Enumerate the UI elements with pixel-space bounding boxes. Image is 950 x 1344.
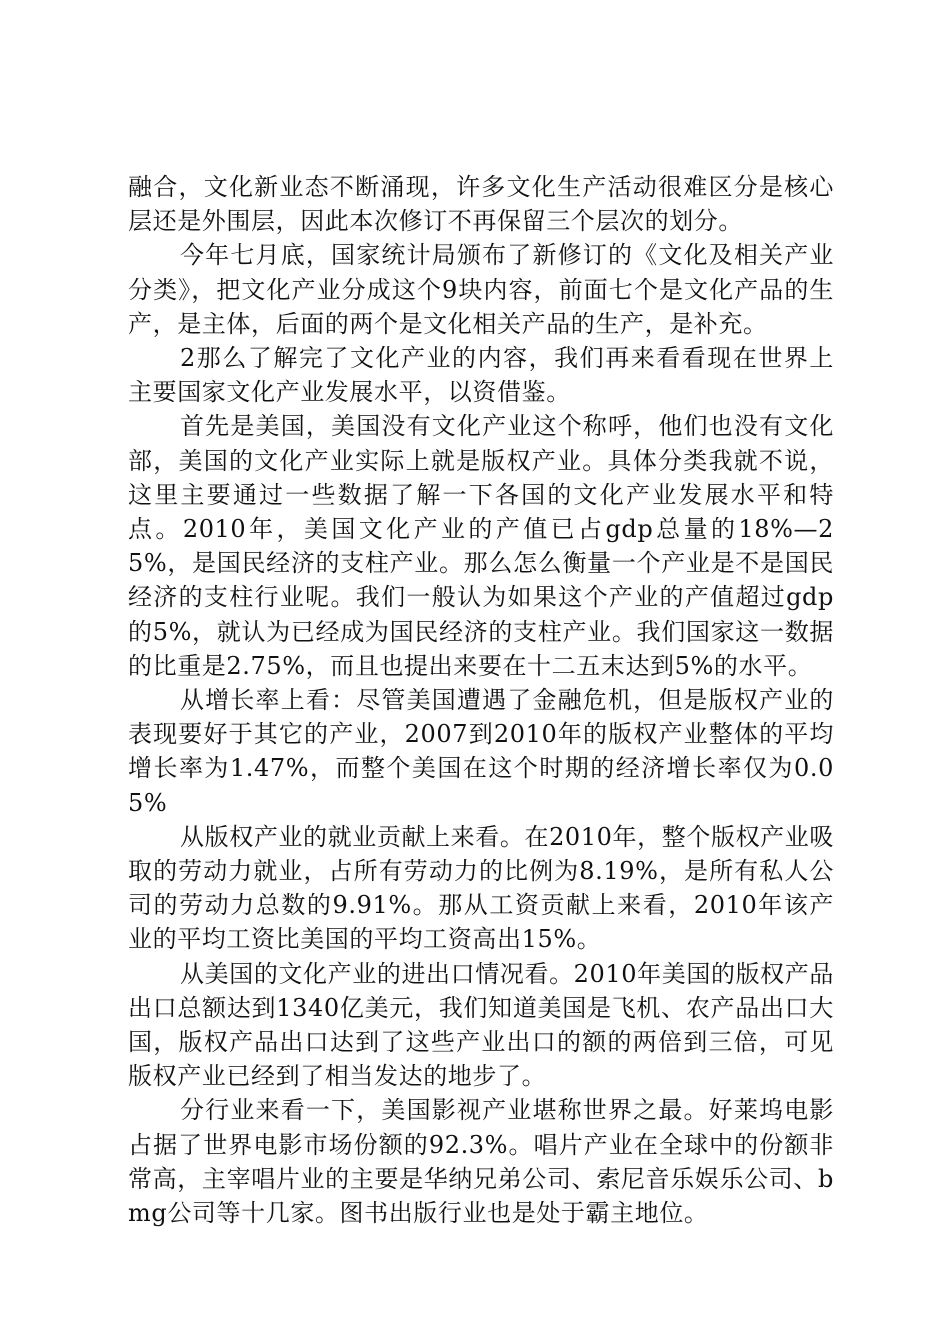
paragraph-8: 分行业来看一下，美国影视产业堪称世界之最。好莱坞电影占据了世界电影市场份额的92.3%。唱片产业在全球中的份额非常高，主宰唱片业的主要是华纳兄弟公司、索尼音乐娱乐公司、bmg公司等十几家。图书出版行业也是处于霸主地位。 bbox=[128, 1096, 834, 1228]
paragraph-1: 融合，文化新业态不断涌现，许多文化生产活动很难区分是核心层还是外围层，因此本次修订不再保留三个层次的划分。 bbox=[128, 173, 834, 236]
paragraph-3: 2那么了解完了文化产业的内容，我们再来看看现在世界上主要国家文化产业发展水平，以资借鉴。 bbox=[128, 344, 834, 407]
paragraph-6: 从版权产业的就业贡献上来看。在2010年，整个版权产业吸取的劳动力就业，占所有劳动力的比例为8.19%，是所有私人公司的劳动力总数的9.91%。那从工资贡献上来看，2010年该产业的平均工资比美国的平均工资高出15%。 bbox=[128, 822, 834, 954]
paragraph-2: 今年七月底，国家统计局颁布了新修订的《文化及相关产业分类》，把文化产业分成这个9块内容，前面七个是文化产品的生产，是主体，后面的两个是文化相关产品的生产，是补充。 bbox=[128, 241, 834, 338]
paragraph-5: 从增长率上看：尽管美国遭遇了金融危机，但是版权产业的表现要好于其它的产业，2007到2010年的版权产业整体的平均增长率为1.47%，而整个美国在这个时期的经济增长率仅为0.05% bbox=[128, 686, 834, 817]
paragraph-7: 从美国的文化产业的进出口情况看。2010年美国的版权产品出口总额达到1340亿美元，我们知道美国是飞机、农产品出口大国，版权产品出口达到了这些产业出口的额的两倍到三倍，可见版权产业已经到了相当发达的地步了。 bbox=[128, 959, 834, 1091]
paragraph-4: 首先是美国，美国没有文化产业这个称呼，他们也没有文化部，美国的文化产业实际上就是版权产业。具体分类我就不说，这里主要通过一些数据了解一下各国的文化产业发展水平和特点。2010年，美国文化产业的产值已占gdp总量的18%—25%，是国民经济的支柱产业。那么怎么衡量一个产业是不是国民经济的支柱行业呢。我们一般认为如果这个产业的产值超过gdp的5%，就认为已经成为国民经济的支柱产业。我们国家这一数据的比重是2.75%，而且也提出来要在十二五末达到5%的水平。 bbox=[128, 412, 834, 680]
document-body bbox=[128, 170, 834, 1230]
